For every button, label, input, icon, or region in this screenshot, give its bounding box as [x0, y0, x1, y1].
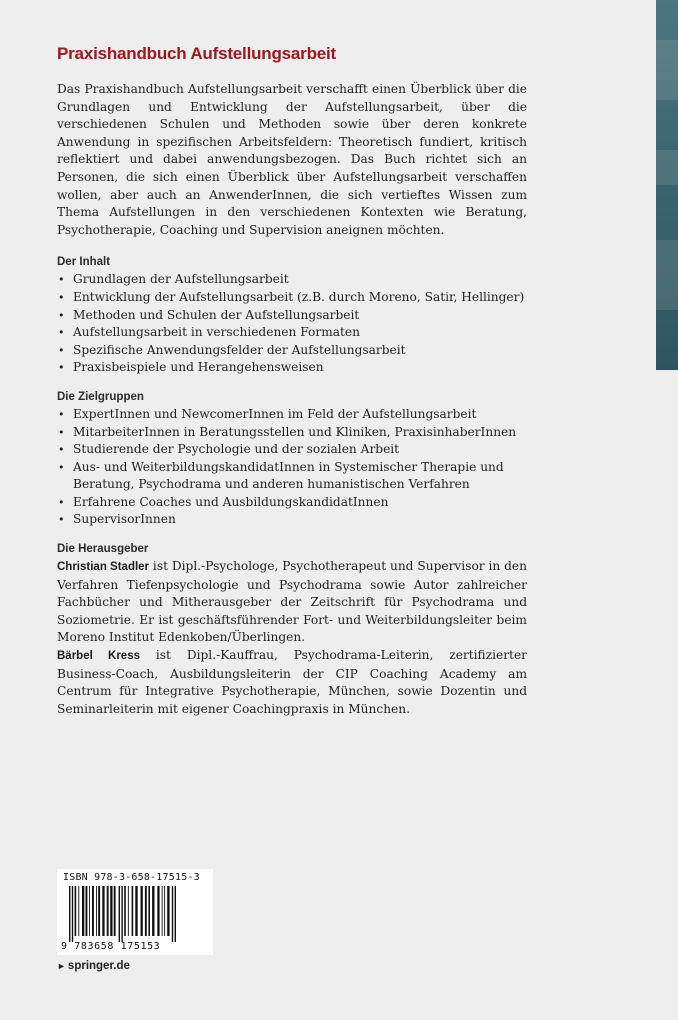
barcode-bar: [121, 886, 122, 942]
barcode-bars: [69, 886, 207, 942]
barcode-bar: [164, 886, 165, 936]
barcode-bar: [167, 886, 169, 936]
barcode-bar: [141, 886, 143, 936]
publisher-site: springer.de: [67, 960, 130, 972]
barcode-bar: [86, 886, 88, 936]
editor-name: Christian Stadler: [57, 561, 150, 574]
isbn-barcode: [57, 869, 213, 955]
isbn-number: ISBN 978-3-658-17515-3: [63, 872, 200, 883]
barcode-bar: [78, 886, 79, 936]
barcode-bar: [145, 886, 147, 936]
barcode-bar: [72, 886, 73, 942]
list-item: • ExpertInnen und NewcomerInnen im Feld der Aufstellungsarbeit: [57, 406, 527, 424]
cover-edge-strip: [656, 0, 678, 370]
list-item: • Grundlagen der Aufstellungsarbeit: [57, 271, 527, 289]
list-item: • Studierende der Psychologie und der sozialen Arbeit: [57, 441, 527, 459]
barcode-digits: 9 783658 175153: [61, 941, 161, 952]
barcode-bar: [75, 886, 77, 936]
list-item: • Entwicklung der Aufstellungsarbeit (z.B. durch Moreno, Satir, Hellinger): [57, 289, 527, 307]
book-title: Praxishandbuch Aufstellungsarbeit: [57, 44, 336, 63]
barcode-bar: [110, 886, 112, 936]
list-item: • MitarbeiterInnen in Beratungsstellen und Kliniken, PraxisinhaberInnen: [57, 424, 527, 442]
barcode-bar: [152, 886, 154, 936]
blurb-content: [57, 44, 527, 718]
barcode-bar: [119, 886, 120, 942]
list-item: • SupervisorInnen: [57, 511, 527, 529]
barcode-bar: [98, 886, 100, 936]
arrow-right-icon: ►: [57, 961, 66, 971]
barcode-bar: [175, 886, 176, 942]
publisher-link[interactable]: [57, 960, 130, 972]
list-item: • Erfahrene Coaches und AusbildungskandidatInnen: [57, 494, 527, 512]
editor-bio-kress: [57, 647, 527, 718]
contents-heading: Der Inhalt: [57, 256, 111, 269]
barcode-bar: [92, 886, 94, 936]
barcode-bar: [172, 886, 173, 942]
barcode-bar: [157, 886, 159, 936]
barcode-bar: [132, 886, 134, 936]
barcode-bar: [82, 886, 84, 936]
contents-list: [57, 271, 527, 377]
barcode-bar: [69, 886, 70, 942]
list-item: • Aus- und WeiterbildungskandidatInnen in Systemischer Therapie und Beratung, Psychodrama und anderen humanistischen Verfahren: [57, 459, 527, 494]
target-groups-heading: Die Zielgruppen: [57, 390, 144, 403]
barcode-bar: [128, 886, 129, 936]
barcode-bar: [102, 886, 104, 936]
list-item: • Methoden und Schulen der Aufstellungsarbeit: [57, 307, 527, 325]
intro-paragraph: Das Praxishandbuch Aufstellungsarbeit verschafft einen Überblick über die Grundlagen und Entwicklung der Aufstellungsarbeit, über die verschiedenen Schulen und Methoden sowie über deren konkrete Anwendung in spezifischen Arbeitsfeldern: Theoretisch fundiert, kritisch reflektiert und dabei anwendungsbezogen. Das Buch richtet sich an Personen, die sich einen Überblick über Aufstellungsarbeit verschaffen wollen, aber auch an AnwenderInnen, die sich vertieftes Wissen zum Thema Aufstellungen in den verschiedenen Kontexten wie Beratung, Psychotherapie, Coaching und Supervision aneignen möchten.: [57, 82, 527, 237]
barcode-bar: [89, 886, 90, 936]
editor-bio-text: ist Dipl.-Kauffrau, Psychodrama-Leiterin, zertifizierter Business-Coach, Ausbildungsleiterin der CIP Coaching Academy am Centrum für Integrative Psychotherapie, München, sowie Dozentin und Seminarleiterin mit eigener Coachingpraxis in München.: [57, 648, 527, 716]
barcode-bar: [162, 886, 163, 936]
list-item: • Spezifische Anwendungsfelder der Aufstellungsarbeit: [57, 342, 527, 360]
barcode-bar: [107, 886, 109, 936]
editor-bio-stadler: [57, 558, 527, 647]
editor-bio-text: ist Dipl.-Psychologe, Psychotherapeut und Supervisor in den Verfahren Tiefenpsychologie und Psychodrama sowie Autor zahlreicher Fachbücher und Mitherausgeber der Zeitschrift für Psychodrama und Soziometrie. Er ist geschäftsführender Fort- und Weiterbildungsleiter beim Moreno Institut Edenkoben/Überlingen.: [57, 559, 527, 645]
barcode-bar: [148, 886, 150, 936]
target-groups-list: [57, 406, 527, 529]
list-item: • Aufstellungsarbeit in verschiedenen Formaten: [57, 324, 527, 342]
barcode-bar: [114, 886, 116, 936]
barcode-bar: [96, 886, 97, 936]
editors-heading: Die Herausgeber: [57, 543, 149, 556]
list-item: • Praxisbeispiele und Herangehensweisen: [57, 359, 527, 377]
editor-name: Bärbel Kress: [57, 650, 140, 663]
barcode-bar: [124, 886, 126, 936]
barcode-bar: [135, 886, 137, 936]
